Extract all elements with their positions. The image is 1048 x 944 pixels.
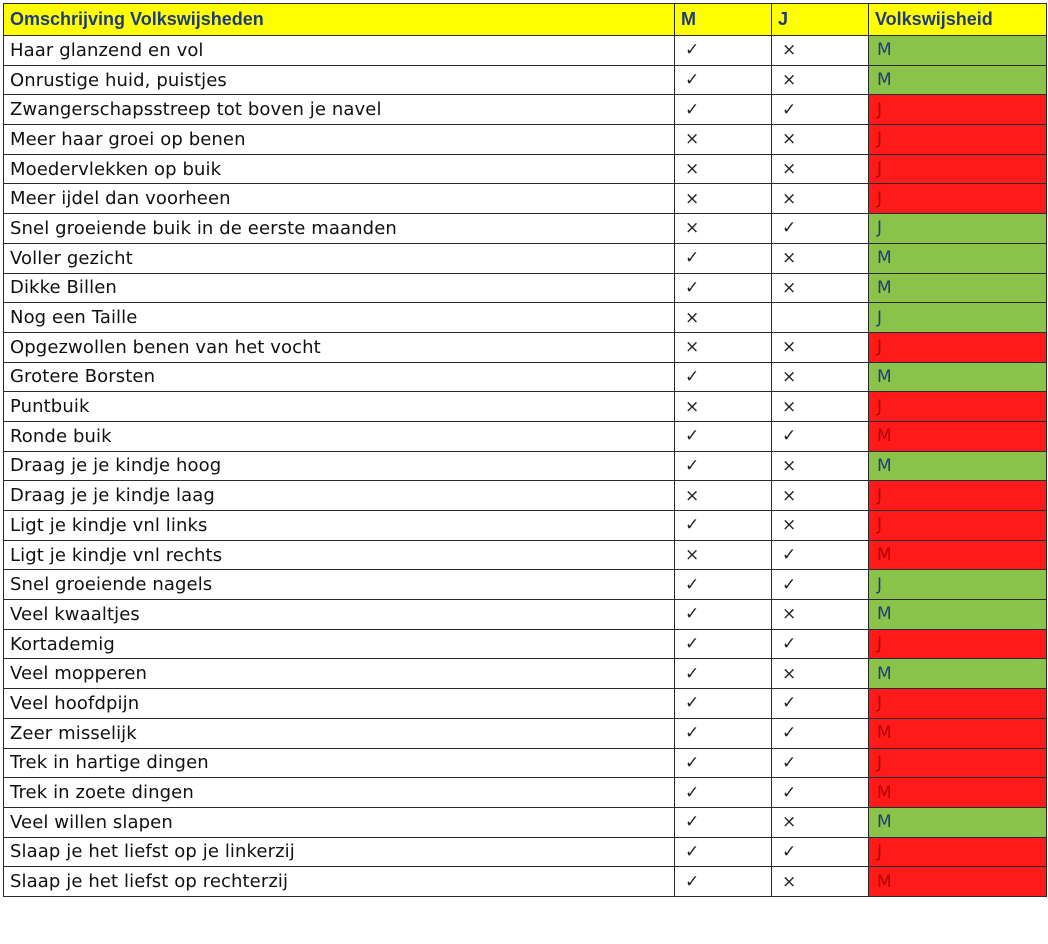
table-row xyxy=(4,718,1047,748)
header-j: J xyxy=(772,4,869,36)
row-description: Zwangerschapsstreep tot boven je navel xyxy=(4,95,675,125)
row-m-mark: ✓ xyxy=(675,718,772,748)
row-verdict: J xyxy=(869,125,1047,155)
row-m-mark: ✓ xyxy=(675,421,772,451)
row-verdict: M xyxy=(869,778,1047,808)
row-m-mark: × xyxy=(675,125,772,155)
row-description: Trek in hartige dingen xyxy=(4,748,675,778)
row-verdict: J xyxy=(869,332,1047,362)
row-j-mark: × xyxy=(772,332,869,362)
row-j-mark: × xyxy=(772,362,869,392)
row-j-mark: × xyxy=(772,600,869,630)
table-row xyxy=(4,392,1047,422)
table-row xyxy=(4,451,1047,481)
table-row xyxy=(4,540,1047,570)
table-row xyxy=(4,511,1047,541)
row-description: Meer haar groei op benen xyxy=(4,125,675,155)
row-m-mark: ✓ xyxy=(675,748,772,778)
row-verdict: M xyxy=(869,36,1047,66)
table-row xyxy=(4,362,1047,392)
row-m-mark: × xyxy=(675,332,772,362)
row-m-mark: ✓ xyxy=(675,36,772,66)
row-description: Draag je je kindje laag xyxy=(4,481,675,511)
row-verdict: M xyxy=(869,362,1047,392)
table-row xyxy=(4,629,1047,659)
row-j-mark: ✓ xyxy=(772,540,869,570)
row-verdict: J xyxy=(869,511,1047,541)
table-row xyxy=(4,303,1047,333)
table-row xyxy=(4,659,1047,689)
table-row xyxy=(4,214,1047,244)
row-description: Puntbuik xyxy=(4,392,675,422)
row-m-mark: ✓ xyxy=(675,629,772,659)
row-j-mark: × xyxy=(772,154,869,184)
row-description: Veel willen slapen xyxy=(4,807,675,837)
table-row xyxy=(4,748,1047,778)
table-row xyxy=(4,125,1047,155)
row-m-mark: ✓ xyxy=(675,807,772,837)
row-verdict: J xyxy=(869,303,1047,333)
row-m-mark: ✓ xyxy=(675,362,772,392)
row-description: Kortademig xyxy=(4,629,675,659)
header-m: M xyxy=(675,4,772,36)
row-j-mark: × xyxy=(772,392,869,422)
row-verdict: M xyxy=(869,540,1047,570)
row-description: Veel mopperen xyxy=(4,659,675,689)
row-m-mark: × xyxy=(675,481,772,511)
row-description: Snel groeiende nagels xyxy=(4,570,675,600)
row-verdict: M xyxy=(869,867,1047,897)
row-verdict: M xyxy=(869,600,1047,630)
row-description: Haar glanzend en vol xyxy=(4,36,675,66)
row-j-mark xyxy=(772,303,869,333)
row-description: Opgezwollen benen van het vocht xyxy=(4,332,675,362)
row-verdict: J xyxy=(869,214,1047,244)
row-verdict: M xyxy=(869,273,1047,303)
table-row xyxy=(4,570,1047,600)
row-m-mark: ✓ xyxy=(675,837,772,867)
row-description: Ligt je kindje vnl links xyxy=(4,511,675,541)
row-description: Ronde buik xyxy=(4,421,675,451)
row-m-mark: ✓ xyxy=(675,65,772,95)
row-j-mark: × xyxy=(772,451,869,481)
row-description: Draag je je kindje hoog xyxy=(4,451,675,481)
row-verdict: J xyxy=(869,837,1047,867)
row-verdict: J xyxy=(869,570,1047,600)
row-m-mark: ✓ xyxy=(675,867,772,897)
row-verdict: J xyxy=(869,154,1047,184)
row-m-mark: ✓ xyxy=(675,600,772,630)
row-verdict: J xyxy=(869,184,1047,214)
row-description: Meer ijdel dan voorheen xyxy=(4,184,675,214)
row-m-mark: ✓ xyxy=(675,273,772,303)
row-j-mark: × xyxy=(772,659,869,689)
table-row xyxy=(4,184,1047,214)
header-row xyxy=(4,4,1047,36)
row-verdict: J xyxy=(869,629,1047,659)
row-description: Zeer misselijk xyxy=(4,718,675,748)
table-row xyxy=(4,600,1047,630)
row-j-mark: ✓ xyxy=(772,95,869,125)
row-m-mark: ✓ xyxy=(675,659,772,689)
row-verdict: J xyxy=(869,689,1047,719)
row-m-mark: ✓ xyxy=(675,570,772,600)
row-j-mark: ✓ xyxy=(772,778,869,808)
row-verdict: J xyxy=(869,748,1047,778)
row-j-mark: ✓ xyxy=(772,837,869,867)
row-j-mark: ✓ xyxy=(772,214,869,244)
table-row xyxy=(4,36,1047,66)
row-j-mark: ✓ xyxy=(772,718,869,748)
row-m-mark: ✓ xyxy=(675,95,772,125)
table-row xyxy=(4,778,1047,808)
row-m-mark: × xyxy=(675,540,772,570)
table-row xyxy=(4,481,1047,511)
table-row xyxy=(4,273,1047,303)
table-body xyxy=(4,36,1047,897)
row-description: Ligt je kindje vnl rechts xyxy=(4,540,675,570)
row-m-mark: × xyxy=(675,303,772,333)
table-row xyxy=(4,689,1047,719)
row-description: Voller gezicht xyxy=(4,243,675,273)
table-row xyxy=(4,154,1047,184)
row-j-mark: × xyxy=(772,36,869,66)
row-j-mark: ✓ xyxy=(772,629,869,659)
row-j-mark: × xyxy=(772,481,869,511)
row-j-mark: × xyxy=(772,273,869,303)
row-j-mark: × xyxy=(772,243,869,273)
row-j-mark: × xyxy=(772,125,869,155)
row-description: Dikke Billen xyxy=(4,273,675,303)
table-row xyxy=(4,65,1047,95)
row-m-mark: ✓ xyxy=(675,689,772,719)
row-j-mark: ✓ xyxy=(772,570,869,600)
table-row xyxy=(4,807,1047,837)
row-m-mark: ✓ xyxy=(675,778,772,808)
row-verdict: J xyxy=(869,95,1047,125)
row-j-mark: × xyxy=(772,184,869,214)
row-verdict: M xyxy=(869,659,1047,689)
row-m-mark: × xyxy=(675,214,772,244)
row-description: Moedervlekken op buik xyxy=(4,154,675,184)
row-description: Nog een Taille xyxy=(4,303,675,333)
table-row xyxy=(4,421,1047,451)
row-j-mark: ✓ xyxy=(772,421,869,451)
row-m-mark: ✓ xyxy=(675,243,772,273)
row-m-mark: × xyxy=(675,392,772,422)
header-description: Omschrijving Volkswijsheden xyxy=(4,4,675,36)
row-m-mark: ✓ xyxy=(675,511,772,541)
row-verdict: M xyxy=(869,243,1047,273)
row-description: Slaap je het liefst op je linkerzij xyxy=(4,837,675,867)
row-j-mark: ✓ xyxy=(772,689,869,719)
table-row xyxy=(4,837,1047,867)
row-verdict: M xyxy=(869,807,1047,837)
row-verdict: M xyxy=(869,718,1047,748)
row-j-mark: × xyxy=(772,511,869,541)
row-description: Veel hoofdpijn xyxy=(4,689,675,719)
row-verdict: J xyxy=(869,392,1047,422)
row-description: Slaap je het liefst op rechterzij xyxy=(4,867,675,897)
table-row xyxy=(4,867,1047,897)
row-description: Onrustige huid, puistjes xyxy=(4,65,675,95)
row-j-mark: ✓ xyxy=(772,748,869,778)
row-verdict: M xyxy=(869,421,1047,451)
row-description: Trek in zoete dingen xyxy=(4,778,675,808)
table-row xyxy=(4,332,1047,362)
row-description: Veel kwaaltjes xyxy=(4,600,675,630)
row-m-mark: ✓ xyxy=(675,451,772,481)
table-row xyxy=(4,95,1047,125)
row-verdict: M xyxy=(869,451,1047,481)
row-m-mark: × xyxy=(675,154,772,184)
row-j-mark: × xyxy=(772,807,869,837)
row-description: Snel groeiende buik in de eerste maanden xyxy=(4,214,675,244)
row-j-mark: × xyxy=(772,867,869,897)
table-row xyxy=(4,243,1047,273)
row-description: Grotere Borsten xyxy=(4,362,675,392)
row-verdict: J xyxy=(869,481,1047,511)
volkswijsheden-table xyxy=(3,3,1047,897)
row-m-mark: × xyxy=(675,184,772,214)
row-j-mark: × xyxy=(772,65,869,95)
header-verdict: Volkswijsheid xyxy=(869,4,1047,36)
row-verdict: M xyxy=(869,65,1047,95)
